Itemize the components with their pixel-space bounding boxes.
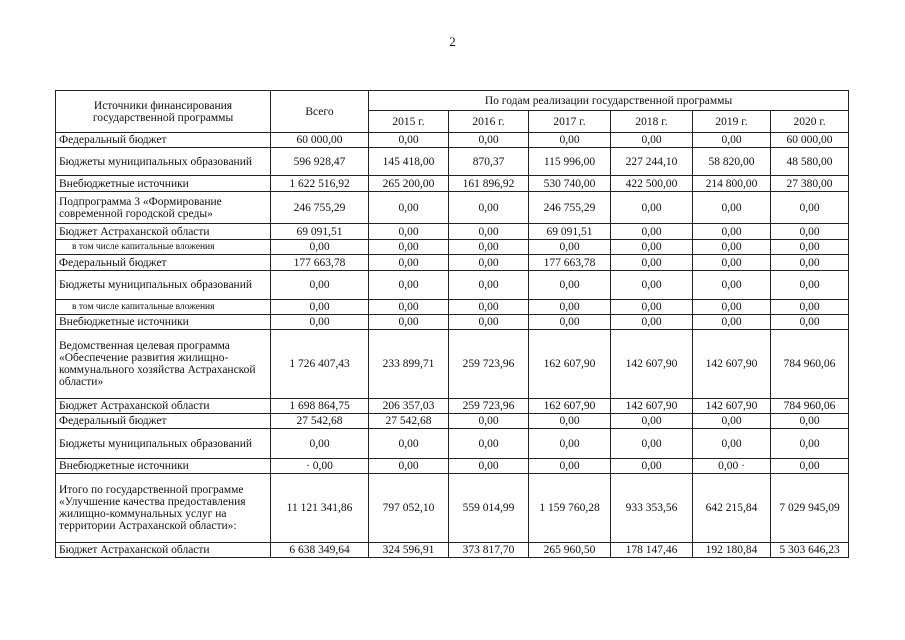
cell-year-value: 0,00 [693, 300, 771, 315]
cell-year-value: 0,00 [693, 133, 771, 148]
page-number: 2 [449, 34, 456, 49]
cell-year-value: 0,00 [369, 429, 449, 459]
cell-year-value: 0,00 [611, 300, 693, 315]
cell-year-value: 0,00 [369, 240, 449, 255]
table-row [56, 399, 849, 414]
row-label: Бюджет Астраханской области [56, 399, 271, 414]
cell-year-value: 0,00 [529, 271, 611, 300]
cell-year-value: 0,00 [771, 315, 849, 330]
cell-total: 1 726 407,43 [271, 330, 369, 399]
cell-year-value: 142 607,90 [611, 399, 693, 414]
cell-year-value: 206 357,03 [369, 399, 449, 414]
header-year: 2020 г. [771, 111, 849, 133]
cell-year-value: 265 960,50 [529, 543, 611, 558]
cell-year-value: 192 180,84 [693, 543, 771, 558]
cell-year-value: 0,00 [611, 414, 693, 429]
table-row [56, 255, 849, 271]
table-row [56, 271, 849, 300]
cell-total: 1 698 864,75 [271, 399, 369, 414]
table-row [56, 133, 849, 148]
cell-year-value: 0,00 [369, 459, 449, 474]
cell-year-value: 5 303 646,23 [771, 543, 849, 558]
row-label: в том числе капитальные вложения [56, 300, 271, 315]
header-year: 2019 г. [693, 111, 771, 133]
row-label: Итого по государственной программе «Улучшение качества предоставления жилищно-коммунальных услуг на территории Астраханской области»: [56, 474, 271, 543]
cell-year-value: 0,00 [771, 300, 849, 315]
cell-year-value: 0,00 [611, 255, 693, 271]
financing-table [55, 90, 849, 558]
cell-year-value: 0,00 [449, 224, 529, 240]
cell-year-value: 0,00 [611, 459, 693, 474]
cell-total: 246 755,29 [271, 192, 369, 224]
cell-year-value: 0,00 [369, 315, 449, 330]
cell-year-value: 162 607,90 [529, 330, 611, 399]
cell-year-value: 0,00 [449, 315, 529, 330]
header-years-group: По годам реализации государственной программы [369, 91, 849, 111]
table-row [56, 315, 849, 330]
cell-year-value: 0,00 [449, 133, 529, 148]
cell-year-value: 0,00 [369, 300, 449, 315]
cell-year-value: 58 820,00 [693, 148, 771, 176]
cell-year-value: 0,00 [529, 429, 611, 459]
cell-year-value: 177 663,78 [529, 255, 611, 271]
cell-year-value: 0,00 [693, 255, 771, 271]
cell-year-value: 27 380,00 [771, 176, 849, 192]
table-row [56, 459, 849, 474]
cell-year-value: 0,00 [693, 414, 771, 429]
cell-year-value: 246 755,29 [529, 192, 611, 224]
cell-year-value: 422 500,00 [611, 176, 693, 192]
cell-year-value: 0,00 [369, 192, 449, 224]
cell-year-value: 0,00 [611, 429, 693, 459]
table-row [56, 192, 849, 224]
cell-year-value: 0,00 [449, 300, 529, 315]
cell-year-value: 0,00 [693, 224, 771, 240]
row-label: Ведомственная целевая программа «Обеспечение развития жилищно-коммунального хозяйства Астраханской области» [56, 330, 271, 399]
header-year: 2015 г. [369, 111, 449, 133]
cell-year-value: 161 896,92 [449, 176, 529, 192]
table-row [56, 148, 849, 176]
cell-year-value: 0,00 [449, 271, 529, 300]
cell-year-value: 233 899,71 [369, 330, 449, 399]
cell-total: 0,00 [271, 429, 369, 459]
cell-year-value: 0,00 [529, 240, 611, 255]
table-row [56, 429, 849, 459]
header-total: Всего [271, 91, 369, 133]
cell-year-value: 0,00 [369, 133, 449, 148]
cell-total: 11 121 341,86 [271, 474, 369, 543]
cell-year-value: 259 723,96 [449, 330, 529, 399]
cell-year-value: 162 607,90 [529, 399, 611, 414]
cell-year-value: 0,00 [611, 192, 693, 224]
row-label: Бюджеты муниципальных образований [56, 148, 271, 176]
cell-total: 1 622 516,92 [271, 176, 369, 192]
row-label: Федеральный бюджет [56, 414, 271, 429]
cell-year-value: 0,00 [693, 192, 771, 224]
cell-year-value: 0,00 [449, 429, 529, 459]
cell-year-value: 797 052,10 [369, 474, 449, 543]
cell-year-value: 0,00 [693, 429, 771, 459]
cell-year-value: 0,00 [771, 414, 849, 429]
cell-year-value: 0,00 [611, 271, 693, 300]
row-label: Бюджеты муниципальных образований [56, 271, 271, 300]
table-row [56, 330, 849, 399]
table-row [56, 224, 849, 240]
cell-year-value: 69 091,51 [529, 224, 611, 240]
cell-year-value: 784 960,06 [771, 330, 849, 399]
cell-year-value: 1 159 760,28 [529, 474, 611, 543]
cell-total: 0,00 [271, 300, 369, 315]
cell-year-value: 559 014,99 [449, 474, 529, 543]
cell-year-value: 784 960,06 [771, 399, 849, 414]
cell-year-value: 373 817,70 [449, 543, 529, 558]
table-row [56, 474, 849, 543]
cell-year-value: 0,00 [693, 315, 771, 330]
cell-year-value: 0,00 [529, 300, 611, 315]
cell-year-value: 642 215,84 [693, 474, 771, 543]
cell-year-value: 265 200,00 [369, 176, 449, 192]
row-label: Внебюджетные источники [56, 176, 271, 192]
cell-year-value: 27 542,68 [369, 414, 449, 429]
cell-year-value: 142 607,90 [693, 330, 771, 399]
table-row [56, 240, 849, 255]
cell-year-value: 227 244,10 [611, 148, 693, 176]
cell-year-value: 0,00 [771, 271, 849, 300]
row-label: Бюджет Астраханской области [56, 543, 271, 558]
cell-year-value: 0,00 [369, 224, 449, 240]
cell-total: · 0,00 [271, 459, 369, 474]
cell-year-value: 60 000,00 [771, 133, 849, 148]
cell-year-value: 0,00 [369, 271, 449, 300]
header-year: 2016 г. [449, 111, 529, 133]
cell-year-value: 0,00 [449, 240, 529, 255]
cell-year-value: 48 580,00 [771, 148, 849, 176]
cell-year-value: 0,00 [771, 255, 849, 271]
cell-total: 0,00 [271, 315, 369, 330]
cell-year-value: 0,00 [611, 133, 693, 148]
cell-year-value: 0,00 [449, 459, 529, 474]
cell-year-value: 214 800,00 [693, 176, 771, 192]
cell-year-value: 0,00 [771, 429, 849, 459]
cell-year-value: 0,00 [529, 459, 611, 474]
cell-total: 27 542,68 [271, 414, 369, 429]
table-row [56, 414, 849, 429]
cell-year-value: 115 996,00 [529, 148, 611, 176]
cell-total: 6 638 349,64 [271, 543, 369, 558]
row-label: Внебюджетные источники [56, 459, 271, 474]
row-label: Федеральный бюджет [56, 133, 271, 148]
row-label: в том числе капитальные вложения [56, 240, 271, 255]
cell-year-value: 142 607,90 [693, 399, 771, 414]
cell-year-value: 0,00 [771, 192, 849, 224]
cell-year-value: 178 147,46 [611, 543, 693, 558]
cell-year-value: 0,00 [693, 271, 771, 300]
cell-total: 0,00 [271, 240, 369, 255]
table-row [56, 543, 849, 558]
cell-year-value: 142 607,90 [611, 330, 693, 399]
cell-year-value: 0,00 [449, 255, 529, 271]
row-label: Подпрограмма 3 «Формирование современной городской среды» [56, 192, 271, 224]
cell-year-value: 0,00 [449, 192, 529, 224]
cell-total: 177 663,78 [271, 255, 369, 271]
cell-year-value: 259 723,96 [449, 399, 529, 414]
cell-year-value: 0,00 [611, 315, 693, 330]
cell-year-value: 0,00 [693, 240, 771, 255]
cell-year-value: 0,00 [529, 315, 611, 330]
cell-year-value: 0,00 [771, 224, 849, 240]
row-label: Федеральный бюджет [56, 255, 271, 271]
cell-total: 596 928,47 [271, 148, 369, 176]
cell-total: 60 000,00 [271, 133, 369, 148]
row-label: Бюджеты муниципальных образований [56, 429, 271, 459]
cell-year-value: 870,37 [449, 148, 529, 176]
cell-year-value: 0,00 [369, 255, 449, 271]
header-year: 2017 г. [529, 111, 611, 133]
row-label: Внебюджетные источники [56, 315, 271, 330]
cell-year-value: 0,00 [529, 133, 611, 148]
header-source: Источники финансирования государственной программы [56, 91, 271, 133]
cell-year-value: 0,00 [529, 414, 611, 429]
header-year: 2018 г. [611, 111, 693, 133]
cell-year-value: 0,00 [611, 224, 693, 240]
cell-year-value: 0,00 [771, 459, 849, 474]
cell-year-value: 0,00 [771, 240, 849, 255]
row-label: Бюджет Астраханской области [56, 224, 271, 240]
table-row [56, 176, 849, 192]
cell-year-value: 933 353,56 [611, 474, 693, 543]
cell-year-value: 324 596,91 [369, 543, 449, 558]
cell-year-value: 0,00 · [693, 459, 771, 474]
cell-year-value: 530 740,00 [529, 176, 611, 192]
cell-year-value: 7 029 945,09 [771, 474, 849, 543]
cell-year-value: 0,00 [449, 414, 529, 429]
table-row [56, 300, 849, 315]
cell-year-value: 145 418,00 [369, 148, 449, 176]
cell-total: 69 091,51 [271, 224, 369, 240]
cell-total: 0,00 [271, 271, 369, 300]
cell-year-value: 0,00 [611, 240, 693, 255]
